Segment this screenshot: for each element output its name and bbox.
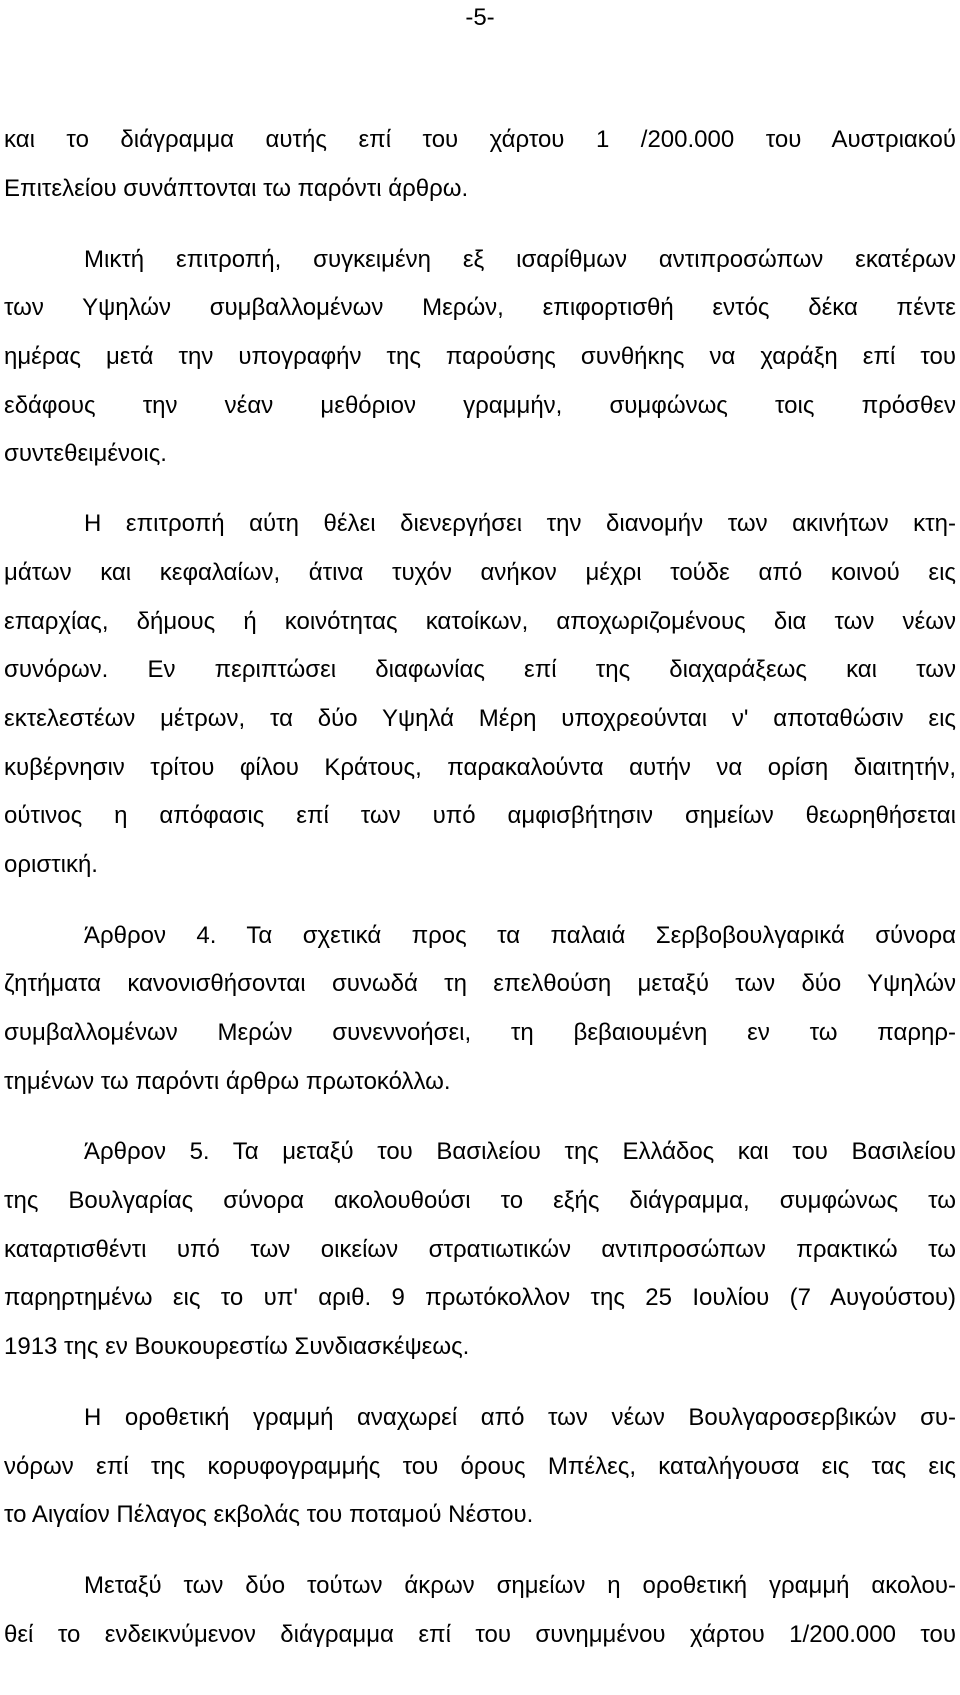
paragraph-2-line-1: Μικτή επιτροπή, συγκειμένη εξ ισαρίθμων αντιπροσώπων εκατέρων bbox=[84, 246, 956, 273]
paragraph-3-line-3: επαρχίας, δήμους ή κοινότητας κατοίκων, αποχωριζομένους δια των νέων bbox=[4, 608, 956, 635]
paragraph-7-line-2: θεί το ενδεικνύμενον διάγραμμα επί του συνημμένου χάρτου 1/200.000 του bbox=[4, 1621, 956, 1648]
paragraph-3-line-4: συνόρων. Εν περιπτώσει διαφωνίας επί της διαχαράξεως και των bbox=[4, 656, 956, 683]
paragraph-3-line-5: εκτελεστέων μέτρων, τα δύο Υψηλά Μέρη υποχρεούνται ν' αποταθώσιν εις bbox=[4, 705, 956, 732]
article-5-line-1: Άρθρον 5. Τα μεταξύ του Βασιλείου της Ελλάδος και του Βασιλείου bbox=[84, 1138, 956, 1165]
paragraph-3-line-1: Η επιτροπή αύτη θέλει διενεργήσει την διανομήν των ακινήτων κτη- bbox=[84, 510, 956, 537]
paragraph-7-line-1: Μεταξύ των δύο τούτων άκρων σημείων η οροθετική γραμμή ακολου- bbox=[84, 1572, 956, 1599]
article-4-line-1: Άρθρον 4. Τα σχετικά προς τα παλαιά Σερβοβουλγαρικά σύνορα bbox=[84, 922, 956, 949]
article-4-line-2: ζητήματα κανονισθήσονται συνωδά τη επελθούση μεταξύ των δύο Υψηλών bbox=[4, 970, 956, 997]
article-4-line-3: συμβαλλομένων Μερών συνεννοήσει, τη βεβαιουμένη εν τω παρηρ- bbox=[4, 1019, 956, 1046]
page-number: -5- bbox=[465, 4, 495, 31]
paragraph-3-line-8: οριστική. bbox=[4, 851, 98, 878]
paragraph-1-line-2: Επιτελείου συνάπτονται τω παρόντι άρθρω. bbox=[4, 175, 469, 202]
article-5-line-2: της Βουλγαρίας σύνορα ακολουθούσι το εξής διάγραμμα, συμφώνως τω bbox=[4, 1187, 956, 1214]
paragraph-2-line-4: εδάφους την νέαν μεθόριον γραμμήν, συμφώνως τοις πρόσθεν bbox=[4, 392, 956, 419]
article-5-line-5: 1913 της εν Βουκουρεστίω Συνδιασκέψεως. bbox=[4, 1333, 470, 1360]
paragraph-3-line-6: κυβέρνησιν τρίτου φίλου Κράτους, παρακαλούντα αυτήν να ορίση διαιτητήν, bbox=[4, 754, 956, 781]
article-4-line-4: τημένων τω παρόντι άρθρω πρωτοκόλλω. bbox=[4, 1068, 451, 1095]
paragraph-6-line-2: νόρων επί της κορυφογραμμής του όρους Μπέλες, καταλήγουσα εις τας εις bbox=[4, 1453, 956, 1480]
paragraph-3-line-7: ούτινος η απόφασις επί των υπό αμφισβήτησιν σημείων θεωρηθήσεται bbox=[4, 802, 956, 829]
paragraph-2-line-5: συντεθειμένοις. bbox=[4, 440, 167, 467]
paragraph-6-line-3: το Αιγαίον Πέλαγος εκβολάς του ποταμού Νέστου. bbox=[4, 1501, 534, 1528]
article-5-line-3: καταρτισθέντι υπό των οικείων στρατιωτικών αντιπροσώπων πρακτικώ τω bbox=[4, 1236, 956, 1263]
paragraph-1-line-1: και το διάγραμμα αυτής επί του χάρτου 1 /200.000 του Αυστριακού bbox=[4, 126, 956, 153]
paragraph-3-line-2: μάτων και κεφαλαίων, άτινα τυχόν ανήκον μέχρι τούδε από κοινού εις bbox=[4, 559, 956, 586]
article-5-line-4: παρηρτημένω εις το υπ' αριθ. 9 πρωτόκολλον της 25 Ιουλίου (7 Αυγούστου) bbox=[4, 1284, 956, 1311]
paragraph-2-line-2: των Υψηλών συμβαλλομένων Μερών, επιφορτισθή εντός δέκα πέντε bbox=[4, 294, 956, 321]
paragraph-2-line-3: ημέρας μετά την υπογραφήν της παρούσης συνθήκης να χαράξη επί του bbox=[4, 343, 956, 370]
paragraph-6-line-1: Η οροθετική γραμμή αναχωρεί από των νέων Βουλγαροσερβικών συ- bbox=[84, 1404, 956, 1431]
